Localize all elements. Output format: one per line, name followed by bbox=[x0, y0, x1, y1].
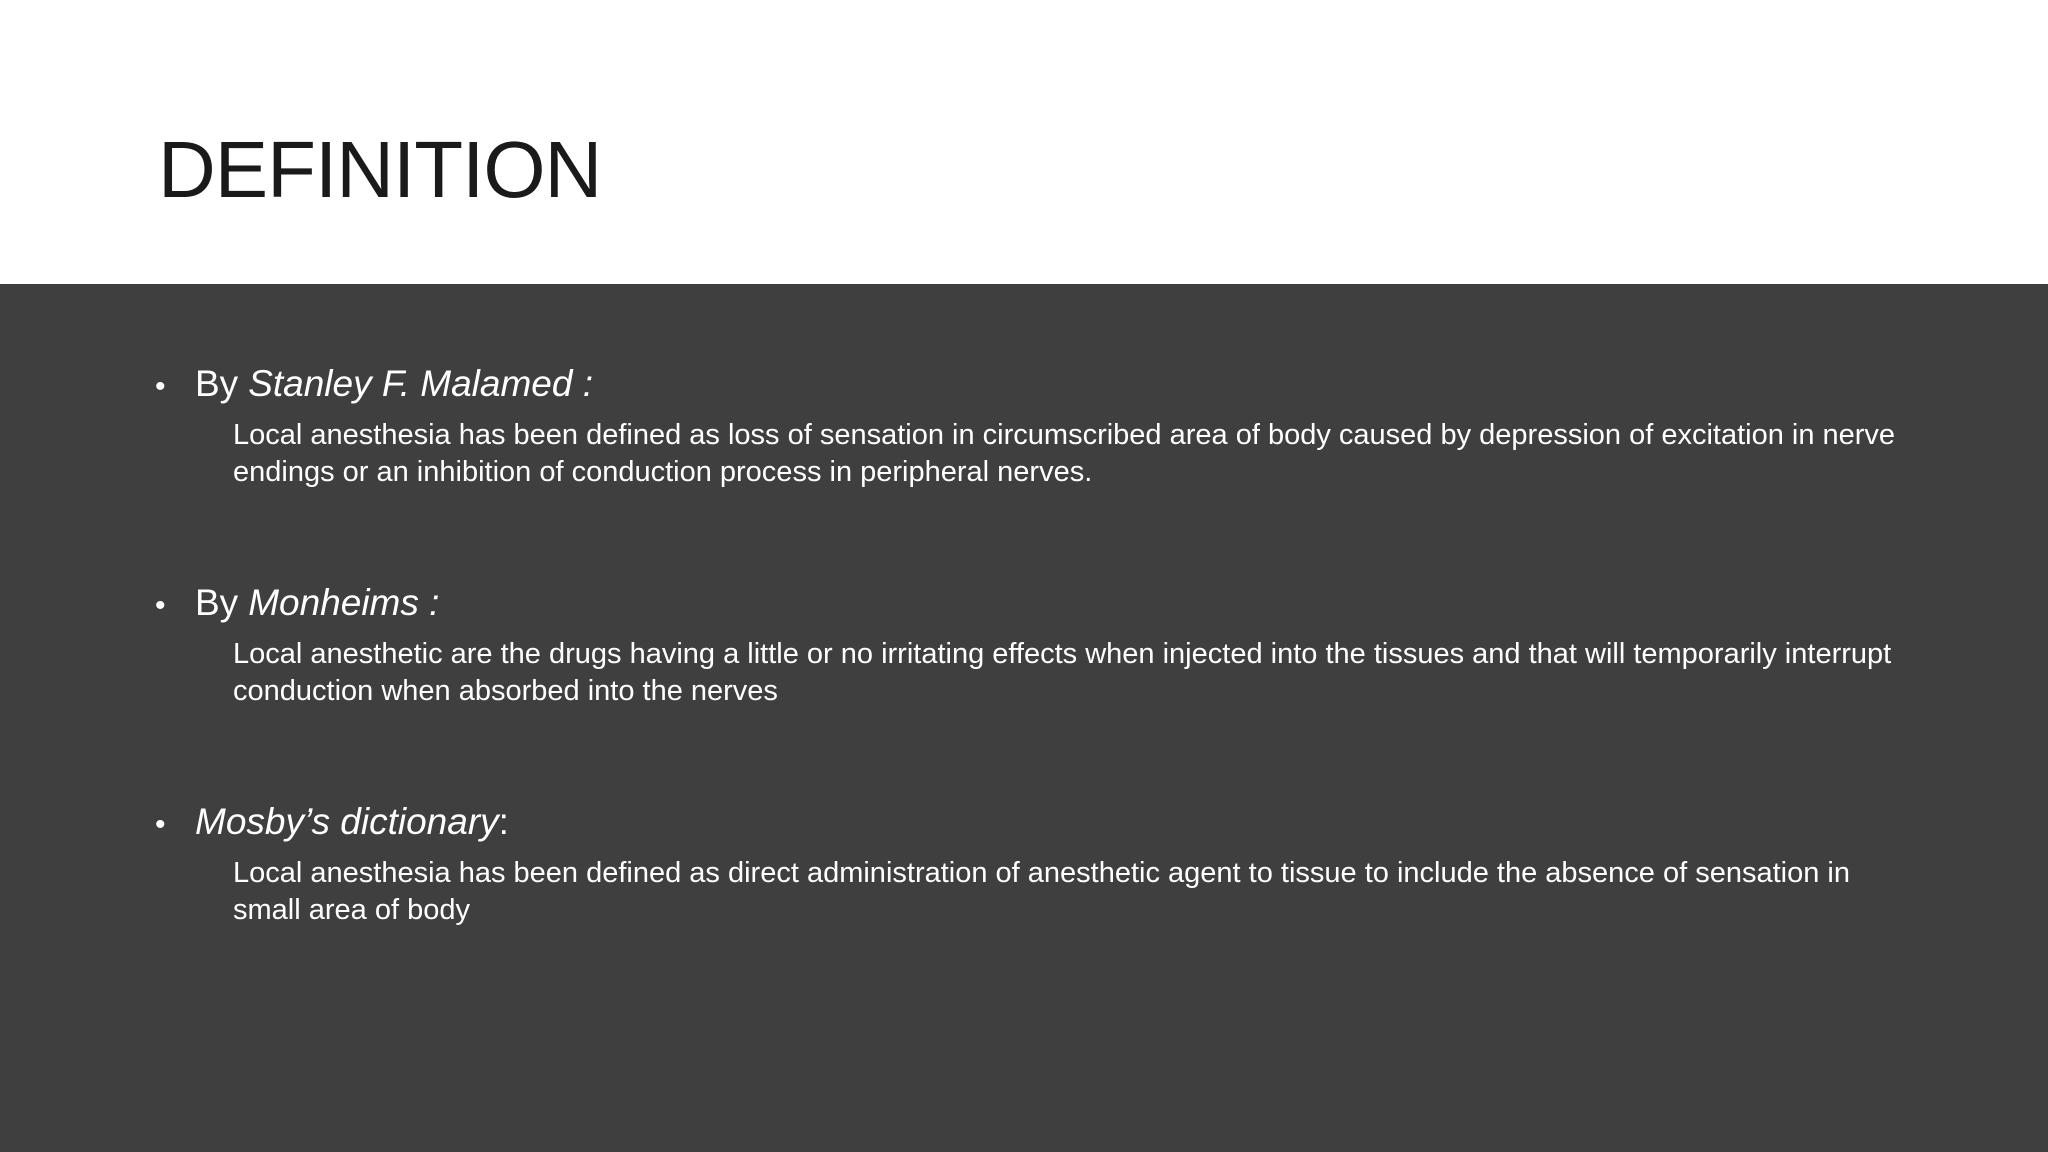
definition-mosby bbox=[155, 798, 1915, 929]
definition-heading bbox=[155, 360, 1915, 411]
definition-source: Mosby’s dictionary bbox=[195, 801, 499, 842]
bullet-dot-icon: • bbox=[155, 589, 166, 622]
title-band bbox=[0, 0, 2048, 284]
definition-prefix: By bbox=[195, 582, 239, 623]
definition-heading bbox=[155, 798, 1915, 849]
definition-source: Monheims : bbox=[248, 582, 440, 623]
definition-malamed bbox=[155, 360, 1915, 491]
definition-heading bbox=[155, 579, 1915, 630]
definition-source: Stanley F. Malamed : bbox=[248, 363, 594, 404]
definition-text: Local anesthetic are the drugs having a little or no irritating effects when injected into the tissues and that will temporarily interrupt conduction when absorbed into the nerves bbox=[233, 638, 1892, 707]
definition-suffix: : bbox=[498, 801, 509, 842]
definition-text: Local anesthesia has been defined as loss of sensation in circumscribed area of body caused by depression of excitation in nerve endings or an inhibition of conduction process in peripheral nerves. bbox=[233, 419, 1896, 488]
slide-title: DEFINITION bbox=[158, 125, 602, 214]
definition-text: Local anesthesia has been defined as direct administration of anesthetic agent to tissue to include the absence of sensation in small area of body bbox=[233, 857, 1851, 926]
bullet-dot-icon: • bbox=[155, 808, 166, 841]
definition-monheims bbox=[155, 579, 1915, 710]
definition-prefix: By bbox=[195, 363, 239, 404]
bullet-dot-icon: • bbox=[155, 370, 166, 403]
